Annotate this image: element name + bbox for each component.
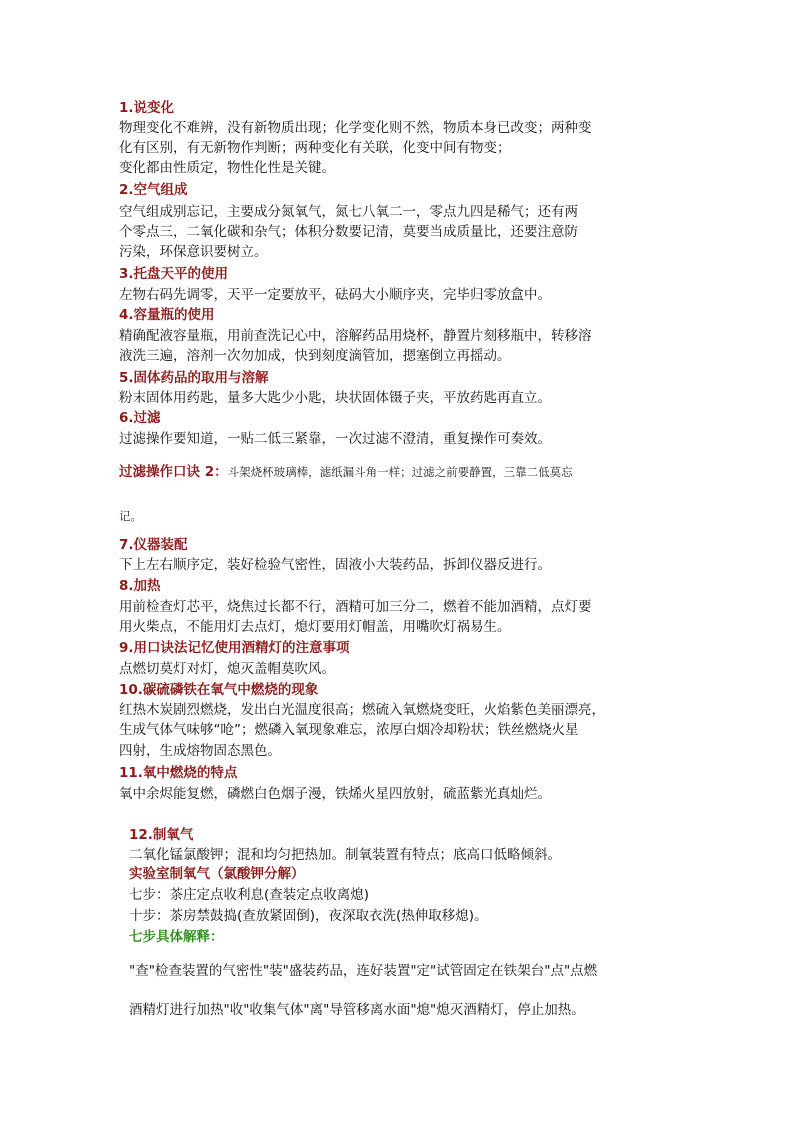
section-6-line-1: 过滤操作要知道，一贴二低三紧靠，一次过滤不澄清，重复操作可奏效。	[119, 431, 551, 447]
section-2-line-2: 个零点三，二氧化碳和杂气；体积分数要记清，莫要当成质量比，还要注意防	[119, 224, 578, 240]
filter-mnemonic-2-title: 过滤操作口诀 2：	[119, 464, 228, 480]
section-11-title: 11.氧中燃烧的特点	[119, 765, 238, 781]
section-1-line-3: 变化都由性质定，物性化性是关键。	[119, 160, 335, 176]
section-4-line-1: 精确配液容量瓶，用前查洗记心中，溶解药品用烧杯，静置片刻移瓶中，转移溶	[119, 328, 592, 344]
section-5-line-1: 粉末固体用药匙，量多大匙少小匙，块状固体镊子夹，平放药匙再直立。	[119, 390, 551, 406]
section-8-title: 8.加热	[119, 578, 161, 594]
section-4-title: 4.容量瓶的使用	[119, 307, 215, 323]
section-9-title: 9.用口诀法记忆使用酒精灯的注意事项	[119, 640, 350, 656]
filter-mnemonic-2	[119, 463, 573, 481]
section-3-title: 3.托盘天平的使用	[119, 266, 229, 282]
section-10-line-2: 生成气体气味够“呛”；燃磷入氧现象难忘，浓厚白烟冷却粉状；铁丝燃烧火星	[119, 722, 579, 738]
section-7-line-1: 下上左右顺序定，装好检验气密性，固液小大装药品，拆卸仪器反进行。	[119, 557, 551, 573]
section-7-title: 7.仪器装配	[119, 537, 188, 553]
filter-mnemonic-2-text: 斗架烧杯玻璃棒，滤纸漏斗角一样；过滤之前要静置，三靠二低莫忘	[227, 465, 573, 479]
section-12-line-2: 七步：茶庄定点收利息(查装定点收离熄)	[129, 887, 370, 903]
section-2-line-3: 污染，环保意识要树立。	[119, 244, 268, 260]
section-1-line-1: 物理变化不难辨，没有新物质出现；化学变化则不然，物质本身已改变；两种变	[119, 120, 592, 136]
seven-steps-title: 七步具体解释：	[129, 929, 224, 945]
section-11-line-1: 氧中余烬能复燃，磷燃白色烟子漫，铁烯火星四放射，硫蓝紫光真灿烂。	[119, 786, 551, 802]
filter-mnemonic-2-continuation: 记。	[119, 509, 142, 523]
section-8-line-1: 用前检查灯芯平，烧焦过长都不行，酒精可加三分二，燃着不能加酒精，点灯要	[119, 599, 592, 615]
seven-steps-line-1: "查"检查装置的气密性"装"盛装药品，连好装置"定"试管固定在铁架台"点"点燃	[129, 963, 598, 979]
section-5-title: 5.固体药品的取用与溶解	[119, 370, 269, 386]
section-10-line-3: 四射，生成熔物固态黑色。	[119, 743, 281, 759]
lab-oxygen-subtitle: 实验室制氧气（氯酸钾分解）	[129, 866, 305, 882]
section-6-title: 6.过滤	[119, 410, 161, 426]
section-3-line-1: 左物右码先调零，天平一定要放平，砝码大小顺序夹，完毕归零放盒中。	[119, 287, 551, 303]
seven-steps-line-2: 酒精灯进行加热"收"收集气体"离"导管移离水面"熄"熄灭酒精灯，停止加热。	[129, 1002, 585, 1018]
section-12-line-1: 二氧化锰氯酸钾；混和均匀把热加。制氧装置有特点；底高口低略倾斜。	[129, 847, 561, 863]
section-2-title: 2.空气组成	[119, 182, 188, 198]
section-10-title: 10.碳硫磷铁在氧气中燃烧的现象	[119, 682, 319, 698]
section-12-title: 12.制氧气	[129, 827, 194, 843]
section-4-line-2: 液洗三遍，溶剂一次勿加成，快到刻度滴管加，摁塞倒立再摇动。	[119, 348, 511, 364]
section-12-line-3: 十步：茶房禁鼓捣(查放紧固倒)，夜深取衣洗(热伸取移熄)。	[129, 908, 488, 924]
section-8-line-2: 用火柴点，不能用灯去点灯，熄灯要用灯帽盖，用嘴吹灯祸易生。	[119, 619, 511, 635]
section-1-title: 1.说变化	[119, 100, 175, 116]
section-9-line-1: 点燃切莫灯对灯，熄灭盖帽莫吹风。	[119, 661, 335, 677]
section-1-line-2: 化有区别，有无新物作判断；两种变化有关联，化变中间有物变；	[119, 140, 511, 156]
section-10-line-1: 红热木炭剧烈燃烧，发出白光温度很高；燃硫入氧燃烧变旺，火焰紫色美丽漂亮，	[119, 702, 605, 718]
section-2-line-1: 空气组成别忘记，主要成分氮氧气，氮七八氧二一，零点九四是稀气；还有两	[119, 204, 578, 220]
